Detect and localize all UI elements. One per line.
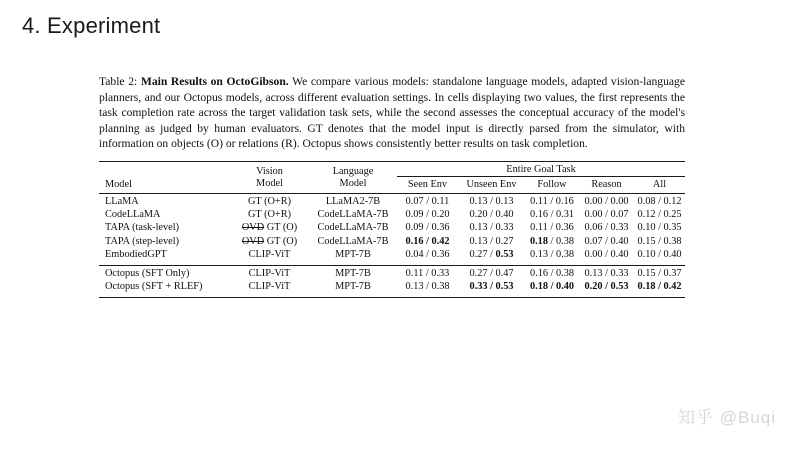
table-cell-language-model: CodeLLaMA-7B xyxy=(317,235,389,247)
table-cell-model: Octopus (SFT + RLEF) xyxy=(105,280,203,292)
caption-body: We compare various models: standalone language models, adapted vision-language planners, and our Octopus models, across different evaluation settings. In cells displaying two values, the first represents the task completion rate across the target validation task sets, while the second assesses the conceptual accuracy of the model's planning as judged by human evaluators. GT denotes that the model input is directly parsed from the simulator, with information on objects (O) or relations (R). Octopus shows consistently better results on task completion. xyxy=(99,75,685,151)
table-row xyxy=(99,266,685,279)
table-cell-metric: 0.00 / 0.00 xyxy=(584,195,629,207)
table-cell-metric: 0.16 / 0.42 xyxy=(405,235,450,247)
table-cell-language-model: CodeLLaMA-7B xyxy=(317,209,389,221)
table-row xyxy=(99,248,685,261)
rule-bottom xyxy=(99,298,685,299)
table-cell-metric: 0.20 / 0.53 xyxy=(584,280,629,292)
strikethrough-text: OVD xyxy=(241,235,265,247)
table-row xyxy=(99,235,685,248)
rule-bottom-wrap xyxy=(99,293,685,298)
table-cell-model: LLaMA xyxy=(105,195,139,207)
results-table xyxy=(99,161,685,298)
table-cell-metric: 0.13 / 0.13 xyxy=(469,195,514,207)
table-cell-metric: 0.04 / 0.36 xyxy=(405,249,450,261)
table-cell-metric: 0.18 / 0.42 xyxy=(637,280,682,292)
table-head xyxy=(99,161,685,194)
header-vision-line2: Model xyxy=(256,178,283,190)
header-all: All xyxy=(652,179,667,191)
table-cell-metric: 0.33 / 0.53 xyxy=(469,280,514,292)
table-cell-model: Octopus (SFT Only) xyxy=(105,267,190,279)
table-cell-metric: 0.07 / 0.40 xyxy=(584,235,629,247)
table-caption xyxy=(99,74,685,152)
table-cell-metric: 0.16 / 0.31 xyxy=(529,209,575,221)
table-cell-metric: 0.00 / 0.40 xyxy=(584,249,629,261)
table-cell-vision-model: OVD GT (O) xyxy=(241,222,298,234)
table-cell-metric: 0.15 / 0.37 xyxy=(637,267,682,279)
table-cell-metric: 0.13 / 0.27 xyxy=(469,235,514,247)
caption-bold-title: Main Results on OctoGibson. xyxy=(140,75,289,88)
header-reason: Reason xyxy=(591,179,622,191)
table-cell-vision-model: OVD GT (O) xyxy=(241,235,298,247)
table-cell-metric: 0.00 / 0.07 xyxy=(584,209,629,221)
table-cell-model: EmbodiedGPT xyxy=(105,249,167,261)
table-body-octopus xyxy=(99,266,685,293)
header-vision-line1: Vision xyxy=(256,166,283,178)
table-cell-metric: 0.27 / 0.47 xyxy=(469,267,514,279)
table-cell-metric: 0.10 / 0.40 xyxy=(637,249,682,261)
table-cell-model: TAPA (step-level) xyxy=(105,235,180,247)
table-cell-model: TAPA (task-level) xyxy=(105,222,180,234)
strikethrough-text: OVD xyxy=(241,222,265,234)
table-cell-metric: 0.18 / 0.40 xyxy=(529,280,575,292)
header-language-line1: Language xyxy=(332,166,374,178)
table-cell-metric: 0.13 / 0.33 xyxy=(584,267,629,279)
table-cell-metric: 0.13 / 0.33 xyxy=(469,222,514,234)
table-figure xyxy=(99,74,685,298)
table-row xyxy=(99,194,685,207)
table-row xyxy=(99,208,685,221)
header-model: Model xyxy=(105,179,132,191)
table-cell-vision-model: GT (O+R) xyxy=(247,195,292,207)
table-cell-metric: 0.13 / 0.38 xyxy=(405,280,450,292)
table-cell-metric: 0.12 / 0.25 xyxy=(637,209,682,221)
page-title: 4. Experiment xyxy=(22,13,161,38)
table-cell-metric: 0.15 / 0.38 xyxy=(637,235,682,247)
table-cell-metric: 0.27 / 0.53 xyxy=(469,249,514,261)
header-entire-goal-task: Entire Goal Task xyxy=(397,162,685,177)
header-language-model xyxy=(309,162,397,194)
header-vision-model xyxy=(230,162,309,194)
table-cell-metric: 0.20 / 0.40 xyxy=(469,209,514,221)
table-cell-language-model: MPT-7B xyxy=(335,249,371,261)
table-cell-metric: 0.11 / 0.16 xyxy=(530,195,574,207)
table-cell-metric: 0.09 / 0.36 xyxy=(405,222,450,234)
header-seen-env: Seen Env xyxy=(407,179,448,191)
table-cell-metric: 0.11 / 0.33 xyxy=(405,267,450,279)
table-cell-metric: 0.18 / 0.38 xyxy=(529,235,575,247)
table-cell-vision-model: CLIP-ViT xyxy=(248,280,291,292)
table-row xyxy=(99,221,685,234)
table-cell-vision-model: CLIP-ViT xyxy=(248,267,291,279)
caption-label: Table 2: xyxy=(99,75,138,88)
table-cell-vision-model: CLIP-ViT xyxy=(248,249,291,261)
watermark: 知乎 @Buqi xyxy=(677,408,776,427)
table-cell-metric: 0.11 / 0.36 xyxy=(530,222,574,234)
table-cell-metric: 0.06 / 0.33 xyxy=(584,222,629,234)
table-cell-model: CodeLLaMA xyxy=(105,209,161,221)
table-cell-vision-model: GT (O+R) xyxy=(247,209,292,221)
table-cell-metric: 0.10 / 0.35 xyxy=(637,222,682,234)
table-cell-metric: 0.13 / 0.38 xyxy=(529,249,575,261)
header-language-line2: Model xyxy=(339,178,367,190)
header-unseen-env: Unseen Env xyxy=(466,179,517,191)
table-cell-metric: 0.08 / 0.12 xyxy=(637,195,682,207)
table-cell-metric: 0.09 / 0.20 xyxy=(405,209,450,221)
table-cell-language-model: LLaMA2-7B xyxy=(325,195,381,207)
header-group-row xyxy=(99,162,685,177)
table-cell-language-model: MPT-7B xyxy=(335,280,371,292)
table-cell-metric: 0.16 / 0.38 xyxy=(529,267,575,279)
table-body-baselines xyxy=(99,194,685,261)
header-follow: Follow xyxy=(537,179,567,191)
table-cell-language-model: CodeLLaMA-7B xyxy=(317,222,389,234)
table-row xyxy=(99,280,685,293)
table-cell-language-model: MPT-7B xyxy=(335,267,371,279)
table-cell-metric: 0.07 / 0.11 xyxy=(405,195,450,207)
